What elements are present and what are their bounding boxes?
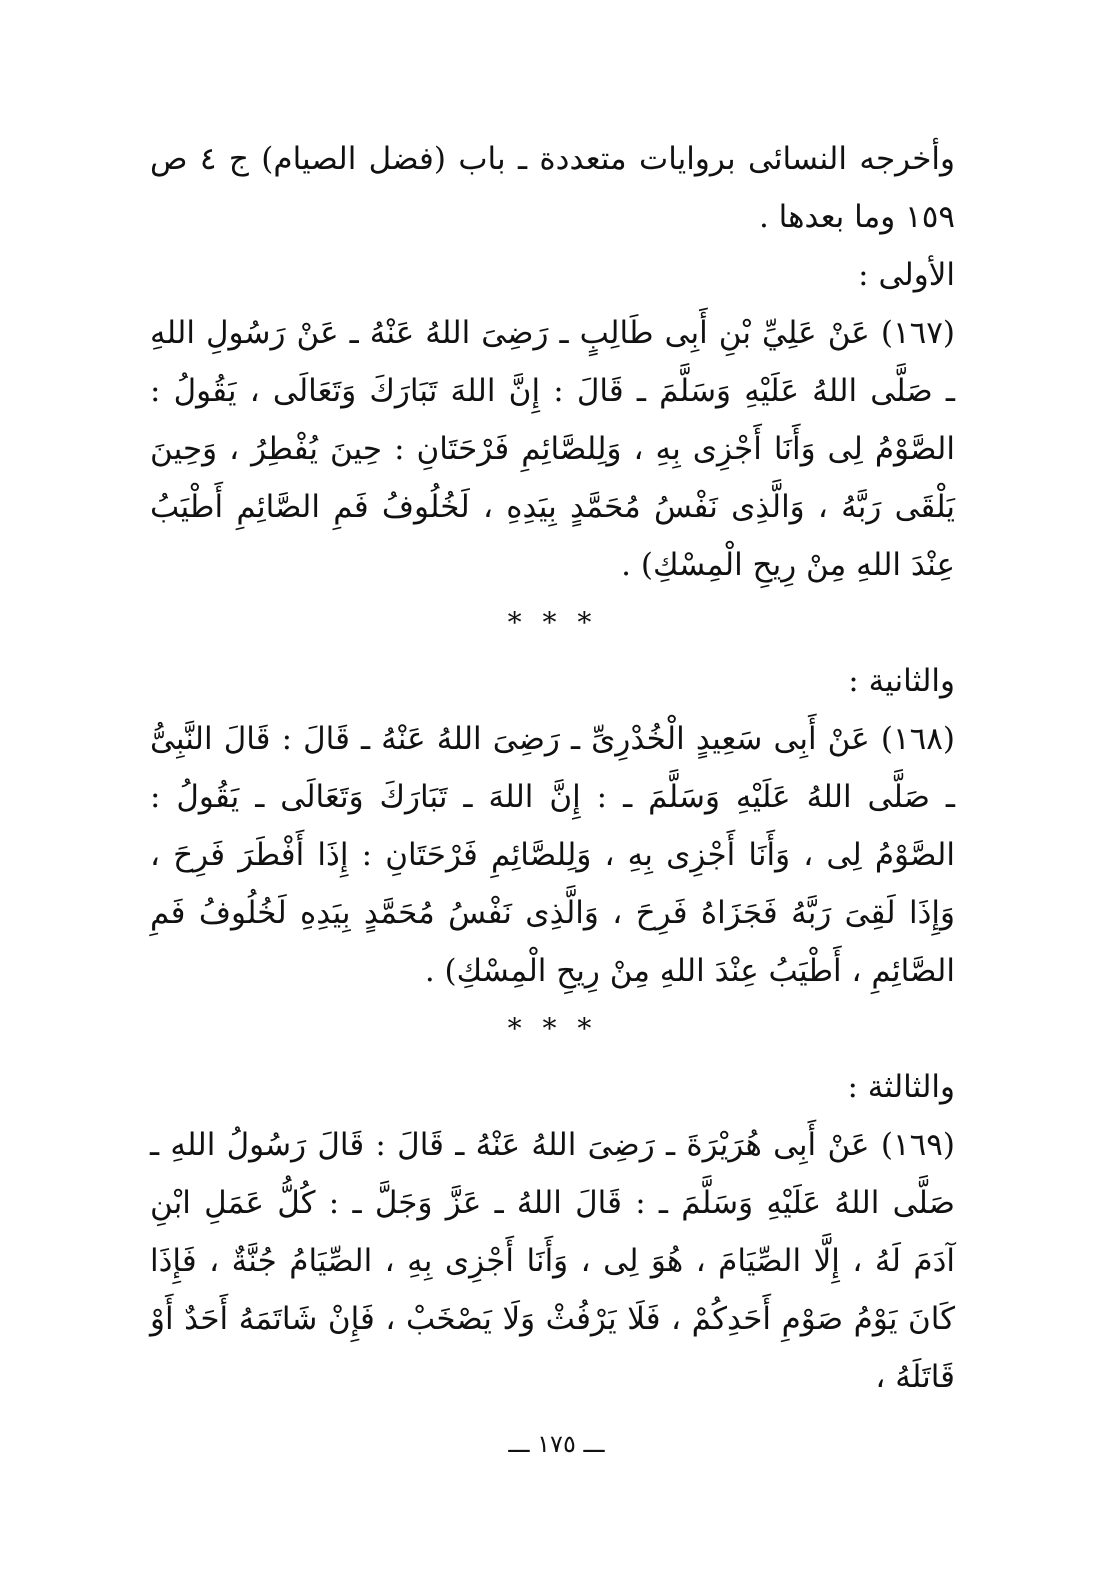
hadith-168: (١٦٨) عَنْ أَبِى سَعِيدٍ الْخُدْرِىِّ ـ رَضِىَ اللهُ عَنْهُ ـ قَالَ : قَالَ النَّبِىُّ ـ صَلَّى اللهُ عَلَيْهِ وَسَلَّمَ ـ : إِنَّ اللهَ ـ تَبَارَكَ وَتَعَالَى ـ يَقُولُ : الصَّوْمُ لِى ، وَأَنَا أَجْزِى بِهِ ، وَلِلصَّائِمِ فَرْحَتَانِ : إِذَا أَفْطَرَ فَرِحَ ، وَإِذَا لَقِىَ رَبَّهُ فَجَزَاهُ فَرِحَ ، وَالَّذِى نَفْسُ مُحَمَّدٍ بِيَدِهِ لَخُلُوفُ فَمِ الصَّائِمِ ، أَطْيَبُ عِنْدَ اللهِ مِنْ رِيحِ الْمِسْكِ) . [150,721,955,989]
section-separator: * * * [507,1012,598,1045]
hadith-167: (١٦٧) عَنْ عَلِيِّ بْنِ أَبِى طَالِبٍ ـ رَضِىَ اللهُ عَنْهُ ـ عَنْ رَسُولِ اللهِ ـ صَلَّى اللهُ عَلَيْهِ وَسَلَّمَ ـ قَالَ : إِنَّ اللهَ تَبَارَكَ وَتَعَالَى ، يَقُولُ : الصَّوْمُ لِى وَأَنَا أَجْزِى بِهِ ، وَلِلصَّائِمِ فَرْحَتَانِ : حِينَ يُفْطِرُ ، وَحِينَ يَلْقَى رَبَّهُ ، وَالَّذِى نَفْسُ مُحَمَّدٍ بِيَدِهِ ، لَخُلُوفُ فَمِ الصَّائِمِ أَطْيَبُ عِنْدَ اللهِ مِنْ رِيحِ الْمِسْكِ) . [150,315,955,583]
page-number: ـــ ١٧٥ ـــ [508,1430,605,1458]
intro-paragraph: وأخرجه النسائى بروايات متعددة ـ باب (فضل الصيام) ج ٤ ص ١٥٩ وما بعدها . [150,141,955,235]
section-heading-second: والثانية : [848,663,955,699]
hadith-169: (١٦٩) عَنْ أَبِى هُرَيْرَةَ ـ رَضِىَ اللهُ عَنْهُ ـ قَالَ : قَالَ رَسُولُ اللهِ ـ صَلَّى اللهُ عَلَيْهِ وَسَلَّمَ ـ : قَالَ اللهُ ـ عَزَّ وَجَلَّ ـ : كُلُّ عَمَلِ ابْنِ آدَمَ لَهُ ، إِلَّا الصِّيَامَ ، هُوَ لِى ، وَأَنَا أَجْزِى بِهِ ، الصِّيَامُ جُنَّةٌ ، فَإِذَا كَانَ يَوْمُ صَوْمِ أَحَدِكُمْ ، فَلَا يَرْفُثْ وَلَا يَصْخَبْ ، فَإِنْ شَاتَمَهُ أَحَدٌ أَوْ قَاتَلَهُ ، [150,1127,955,1395]
page-body [150,130,955,1406]
section-heading-third: والثالثة : [847,1069,955,1105]
section-separator: * * * [507,606,598,639]
section-heading-first: الأولى : [858,257,955,293]
